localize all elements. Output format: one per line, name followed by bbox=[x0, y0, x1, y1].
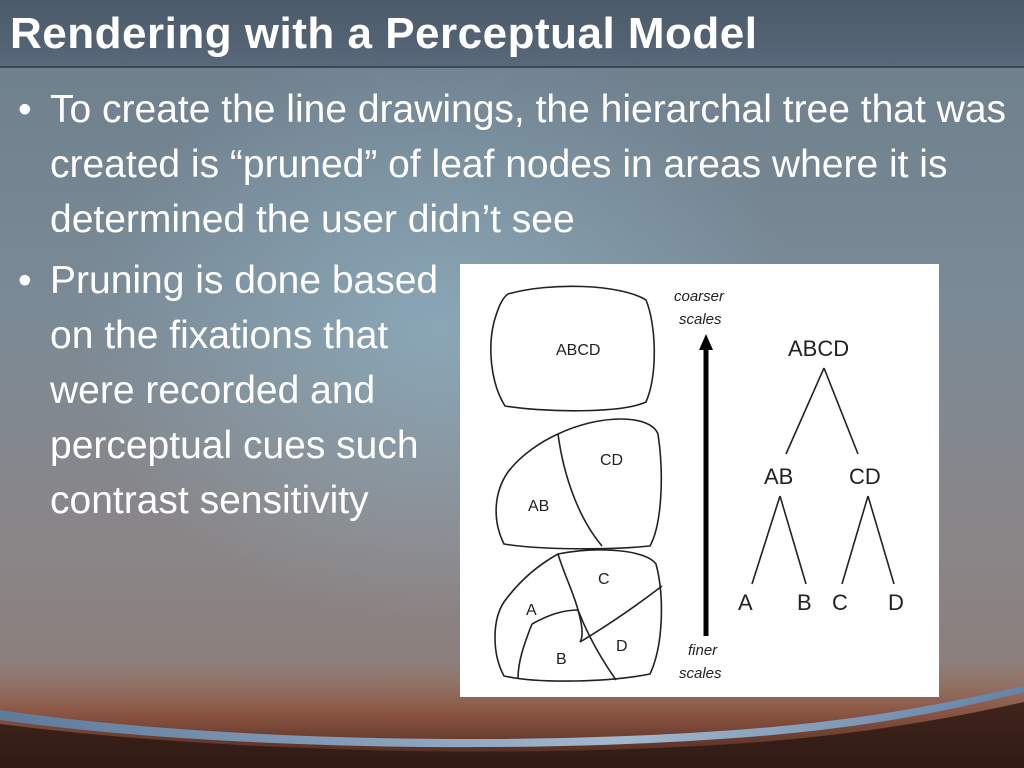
scale-arrow-head bbox=[699, 334, 713, 350]
tree-node-label: C bbox=[832, 590, 848, 615]
region-leaf-divider-d bbox=[518, 624, 532, 678]
tree-edge bbox=[868, 496, 894, 584]
region-label: C bbox=[598, 571, 610, 588]
region-ab-cd-outline bbox=[496, 419, 661, 549]
region-label: B bbox=[556, 651, 567, 668]
tree-edge bbox=[780, 496, 806, 584]
tree-node-label: ABCD bbox=[788, 336, 850, 361]
bullet-text: To create the line drawings, the hierarchal tree that was created is “pruned” of leaf nodes in areas where it is determined the user didn’t see bbox=[50, 88, 1007, 241]
title-bar bbox=[0, 0, 1024, 68]
tree-node-label: B bbox=[797, 590, 812, 615]
slide-title: Rendering with a Perceptual Model bbox=[10, 9, 758, 58]
region-label: A bbox=[526, 602, 537, 619]
tree-edge bbox=[842, 496, 868, 584]
region-leaf-divider-a bbox=[558, 554, 578, 610]
arrow-bottom-label: scales bbox=[679, 665, 722, 682]
region-label: D bbox=[616, 638, 628, 655]
region-leaf-divider-b bbox=[532, 610, 616, 680]
tree-edge bbox=[786, 368, 824, 454]
region-leaf-divider-c bbox=[578, 586, 662, 642]
arrow-top-label: coarser bbox=[674, 288, 725, 305]
figure-panel bbox=[460, 264, 939, 697]
bullet-marker: • bbox=[18, 259, 32, 302]
region-label: ABCD bbox=[556, 342, 601, 359]
region-label: AB bbox=[528, 498, 550, 515]
arrow-top-label: scales bbox=[679, 311, 722, 328]
region-ab-cd-divider bbox=[558, 434, 602, 546]
arrow-bottom-label: finer bbox=[688, 642, 718, 659]
tree-node-label: D bbox=[888, 590, 904, 615]
region-label: CD bbox=[600, 452, 624, 469]
tree-node-label: AB bbox=[764, 464, 794, 489]
tree-node-label: A bbox=[738, 590, 753, 615]
tree-edge bbox=[752, 496, 780, 584]
bullet-marker: • bbox=[18, 88, 32, 131]
tree-node-label: CD bbox=[849, 464, 881, 489]
bullet-item bbox=[18, 253, 450, 528]
bullet-text: Pruning is done based on the fixations that were recorded and perceptual cues such contrast sensitivity bbox=[50, 259, 439, 522]
tree-edge bbox=[824, 368, 858, 454]
hierarchy-figure bbox=[460, 264, 939, 697]
bullet-item bbox=[18, 82, 1024, 247]
